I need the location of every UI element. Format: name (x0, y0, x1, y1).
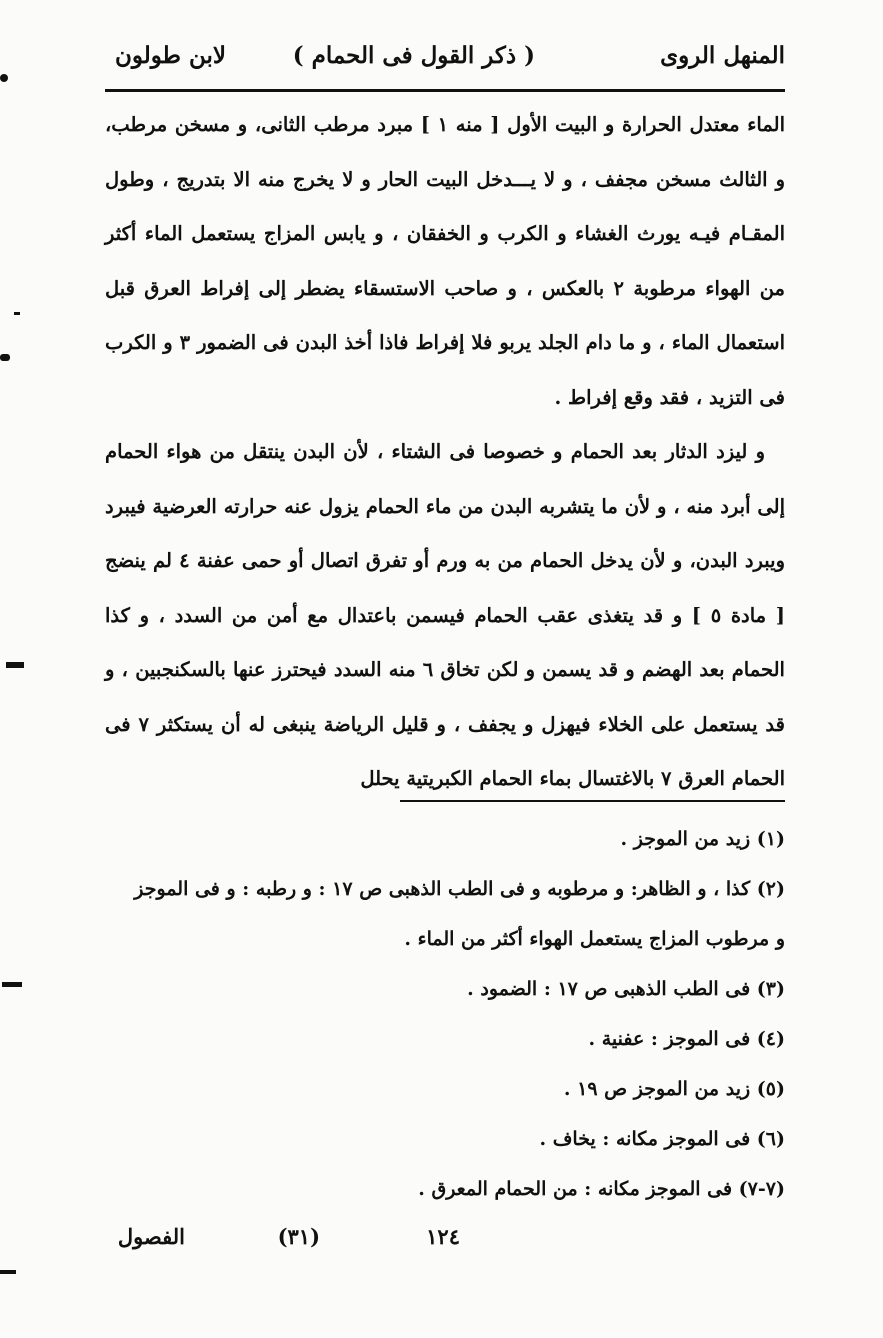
scan-speck (0, 354, 10, 361)
scan-speck (14, 312, 20, 315)
footnote: (١) زيد من الموجز . (620, 828, 785, 850)
text-line: أو حمى عفنة ٤ لم ينضج [ مادة ٥ ] و قد يتغذى عقب الحمام فيسمن باعتدال مع (105, 549, 785, 627)
header-book-title: المنهل الروى (660, 42, 785, 69)
footnote-rule (400, 800, 785, 802)
page-footer (105, 1224, 785, 1264)
text-line: أمن من السدد ، و كذا الحمام بعد الهضم و قد يسمن و لكن تخاق ٦ منه السدد (105, 603, 785, 681)
text-line: حرارته العرضية فيبرد ويبرد البدن، و لأن يدخل الحمام من به ورم أو تفرق اتصال (105, 494, 785, 572)
scan-speck (6, 662, 24, 668)
main-text (105, 98, 785, 807)
footnote-continuation: و مرطوب المزاج يستعمل الهواء أكثر من الماء . (404, 928, 785, 950)
header-section-title: ( ذكر القول فى الحمام ) (292, 42, 535, 69)
footnote: (٢) كذا ، و الظاهر: و مرطوبه و فى الطب الذهبى ص ١٧ : و رطبه : و فى الموجز (134, 878, 785, 900)
footnote: (٧-٧) فى الموجز مكانه : من الحمام المعرق . (418, 1178, 785, 1200)
header-author: لابن طولون (115, 42, 227, 69)
footer-label: الفصول (117, 1224, 185, 1249)
page-number: ١٢٤ (426, 1224, 460, 1249)
text-line: مرطب، و الثالث مسخن مجفف ، و لا يـــدخل البيت الحار و لا يخرج منه (105, 113, 785, 191)
footnotes (105, 814, 785, 1214)
footnote: (٥) زيد من الموجز ص ١٩ . (563, 1078, 785, 1100)
text-line: أخذ البدن فى الضمور ٣ و الكرب فى التزيد ، فقد وقع إفراط . (105, 331, 785, 409)
footnote: (٤) فى الموجز : عفنية . (588, 1028, 785, 1050)
footnote: (٦) فى الموجز مكانه : يخاف . (539, 1128, 785, 1150)
text-line: يضطر إلى إفراط العرق قبل استعمال الماء ، و ما دام الجلد يربو فلا إفراط فاذا (105, 276, 785, 354)
text-line: و ليزد الدثار بعد الحمام و خصوصا فى الشتاء ، لأن البدن ينتقل من (209, 440, 765, 463)
footnote: (٣) فى الطب الذهبى ص ١٧ : الضمود . (467, 978, 785, 1000)
paragraph-2 (105, 425, 785, 807)
running-header (105, 36, 785, 86)
document-page (105, 36, 785, 1306)
scan-speck (0, 74, 8, 82)
text-line: فيحترز عنها بالسكنجبين ، و قد يستعمل على الخلاء فيهزل و يجفف ، و قليل الرياضة (105, 658, 785, 736)
text-line: الماء معتدل الحرارة و البيت الأول [ منه ١ ] مبرد مرطب الثانى، و مسخن (174, 113, 786, 136)
text-line: المزاج يستعمل الماء أكثر من الهواء مرطوبة ٢ بالعكس ، و صاحب الاستسقاء (105, 222, 785, 300)
paragraph-1 (105, 98, 785, 425)
text-line: ينبغى له أن يستكثر ٧ فى الحمام العرق ٧ بالاغتسال بماء الحمام الكبريتية يحلل (105, 712, 785, 790)
header-rule (105, 89, 785, 92)
sheet-number: (٣١) (277, 1224, 320, 1249)
scan-speck (0, 1270, 16, 1274)
scan-speck (2, 982, 22, 987)
text-line: هواء الحمام إلى أبرد منه ، و لأن ما يتشربه البدن من ماء الحمام يزول عنه (105, 440, 785, 518)
text-line: الا بتدريج ، وطول المقـام فيـه يورث الغشاء و الكرب و الخفقان ، و يابس (105, 167, 785, 245)
